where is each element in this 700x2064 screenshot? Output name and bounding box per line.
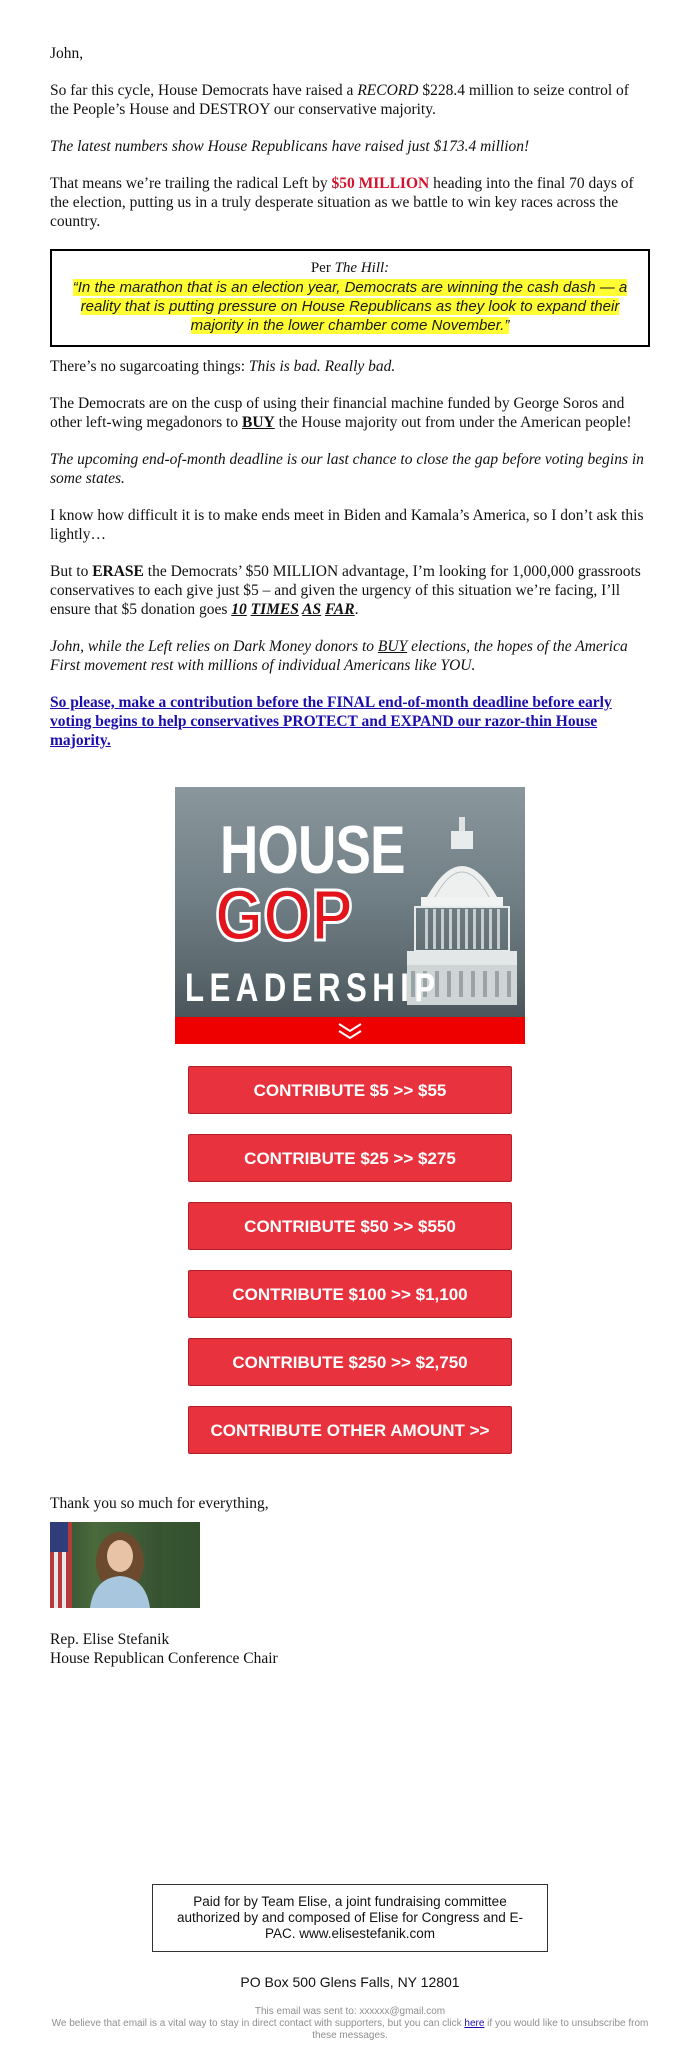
text: There’s no sugarcoating things:: [50, 358, 249, 375]
elise-stefanik-photo: [50, 1522, 200, 1608]
signature-name: Rep. Elise Stefanik: [50, 1631, 170, 1648]
emphasis: 10: [231, 601, 247, 618]
email-body: [50, 44, 650, 768]
contribute-other-button[interactable]: CONTRIBUTE OTHER AMOUNT >>: [188, 1406, 512, 1454]
unsubscribe-notice: [40, 2018, 660, 2042]
paragraph-trailing: [50, 174, 650, 231]
paragraph-record: [50, 81, 650, 119]
emphasis: AS: [302, 601, 322, 618]
hero-line-leadership: LEADERSHIP: [185, 966, 441, 1010]
text: The Democrats are on the cusp of using their financial machine funded by George Soros and other left-wing megadonors to: [50, 395, 625, 431]
paragraph-deadline: The upcoming end-of-month deadline is our last chance to close the gap before voting begins in some states.: [50, 451, 644, 487]
paid-for-box: Paid for by Team Elise, a joint fundraising committee authorized by and composed of Elise for Congress and E-PAC. www.elisestefanik.com: [152, 1884, 548, 1952]
emphasis: FAR: [325, 601, 355, 618]
source-name: The Hill:: [334, 260, 390, 276]
paragraph-sugarcoat: [50, 357, 650, 376]
paragraph-dark-money: [50, 637, 650, 675]
buy-emphasis: BUY: [241, 414, 275, 431]
text: Per: [310, 260, 335, 276]
text: John, while the Left relies on Dark Money donors to: [50, 638, 378, 655]
erase-emphasis: ERASE: [92, 563, 144, 580]
contribute-link[interactable]: So please, make a contribution before the FINAL end-of-month deadline before early voting begins to help conservatives PROTECT and EXPAND our razor-thin House majority.: [50, 694, 612, 749]
text: $228.4 million to seize control of the People’s House and DESTROY our conservative majority.: [50, 82, 629, 118]
text: elections, the hopes of the America First movement rest with millions of individual Americans like YOU.: [50, 638, 628, 674]
paragraph-erase: [50, 562, 650, 619]
paragraph-soros: [50, 394, 650, 432]
text: We believe that email is a vital way to stay in direct contact with supporters, but you can click: [51, 2018, 465, 2029]
contribute-100-button[interactable]: CONTRIBUTE $100 >> $1,100: [188, 1270, 512, 1318]
buy-emphasis: BUY: [377, 638, 408, 655]
unsubscribe-link[interactable]: here: [464, 2018, 485, 2029]
text: if you would like to unsubscribe from these messages.: [312, 2018, 649, 2041]
house-gop-leadership-banner[interactable]: [175, 787, 525, 1044]
text: the Democrats’ $50 MILLION advantage, I’m looking for 1,000,000 grassroots conservatives to each give just $5 – and given the urgency of this situation we’re facing, I’ll ensure that $5 donation goes: [50, 563, 641, 618]
quote-text: “In the marathon that is an election year, Democrats are winning the cash dash — a reality that is putting pressure on House Republicans as they look to expand their majority in the lower chamber come November.”: [72, 279, 628, 334]
text: So far this cycle, House Democrats have raised a: [50, 82, 358, 99]
quote-source: [54, 259, 646, 278]
contribute-25-button[interactable]: CONTRIBUTE $25 >> $275: [188, 1134, 512, 1182]
contribute-250-button[interactable]: CONTRIBUTE $250 >> $2,750: [188, 1338, 512, 1386]
quote-box: [50, 249, 650, 347]
text: .: [354, 601, 359, 618]
greeting: John,: [50, 45, 84, 62]
emphasis: TIMES: [250, 601, 299, 618]
text: the House majority out from under the American people!: [274, 414, 632, 431]
paragraph-biden: I know how difficult it is to make ends meet in Biden and Kamala’s America, so I don’t ask this lightly…: [50, 507, 644, 543]
portrait-illustration: [50, 1522, 200, 1608]
text: That means we’re trailing the radical Left by: [50, 175, 332, 192]
mailing-address: PO Box 500 Glens Falls, NY 12801: [240, 1974, 460, 1990]
paragraph-numbers: The latest numbers show House Republicans have raised just $173.4 million!: [50, 138, 530, 155]
hero-line-gop: GOP: [215, 876, 353, 956]
signature-title: House Republican Conference Chair: [50, 1650, 278, 1667]
cta-paragraph: [50, 693, 650, 750]
chevron-down-icon: [337, 1021, 363, 1041]
emphasis: This is bad. Really bad.: [248, 358, 396, 375]
sent-to-notice: This email was sent to: xxxxxx@gmail.com: [254, 2006, 446, 2017]
fifty-million-highlight: $50 MILLION: [331, 175, 430, 192]
emphasis: RECORD: [357, 82, 419, 99]
text: But to: [50, 563, 93, 580]
closing-line: Thank you so much for everything,: [50, 1495, 269, 1512]
text: heading into the final 70 days of the election, putting us in a truly desperate situation as we battle to win key races across the country.: [50, 175, 634, 230]
contribute-5-button[interactable]: CONTRIBUTE $5 >> $55: [188, 1066, 512, 1114]
hero-line-house: HOUSE: [220, 812, 405, 888]
contribute-50-button[interactable]: CONTRIBUTE $50 >> $550: [188, 1202, 512, 1250]
